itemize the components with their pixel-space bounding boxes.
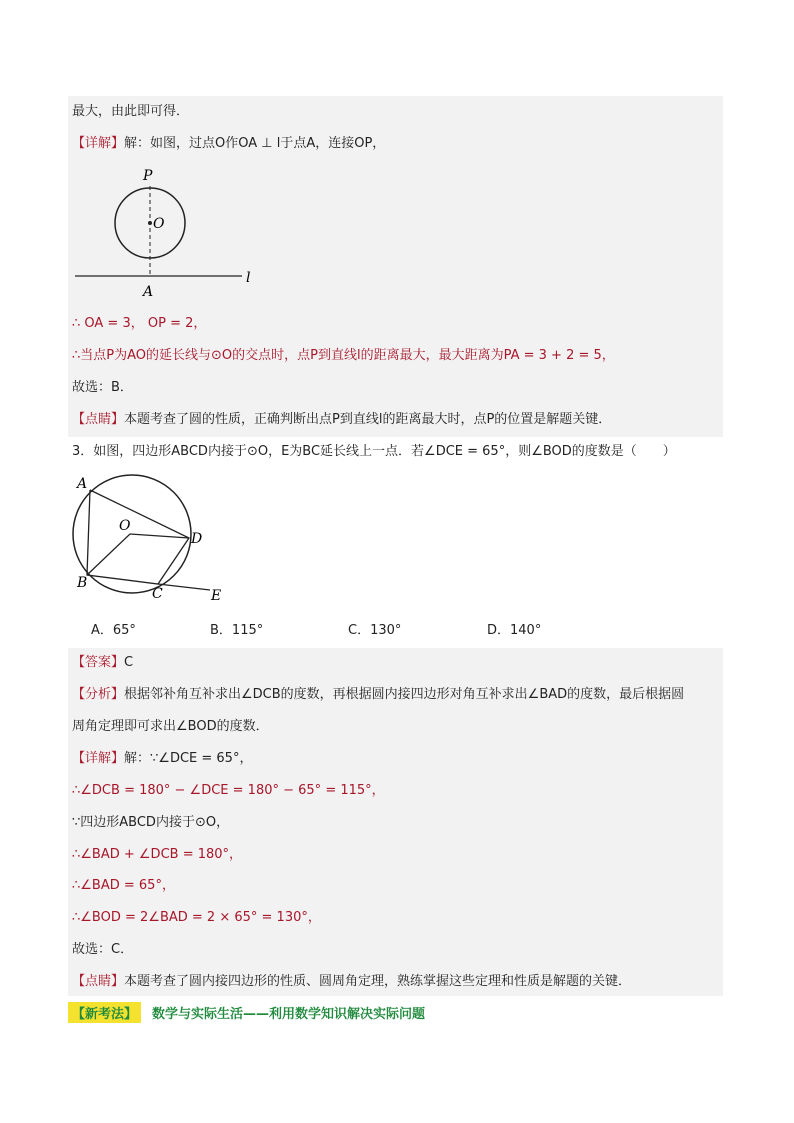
- detail2-line-3: ∵四边形ABCD内接于⊙O，: [72, 815, 230, 830]
- label-l: l: [246, 270, 251, 286]
- comment-tag: 【点睛】: [72, 412, 125, 427]
- label-p: P: [143, 168, 153, 184]
- segment-ob: [87, 534, 130, 575]
- detail-text: 解：如图，过点O作OA ⊥ l于点A，连接OP，: [124, 136, 386, 151]
- detail-line: [72, 134, 385, 154]
- detail2-line-4: ∴∠BAD + ∠DCB = 180°，: [72, 847, 243, 862]
- label-b2: B: [77, 575, 88, 591]
- step-2: ∴当点P为AO的延长线与⊙O的交点时，点P到直线l的距离最大，最大距离为PA = 3 + 2 = 5，: [72, 348, 615, 363]
- choose-line: 故选：B．: [72, 380, 133, 395]
- detail2-line-2: ∴∠DCB = 180° − ∠DCE = 180° − 65° = 115°，: [72, 783, 385, 798]
- detail2-text-1: 解：∵∠DCE = 65°，: [124, 751, 253, 766]
- line-conclusion: 最大，由此即可得．: [72, 104, 190, 119]
- segment-od: [130, 534, 189, 538]
- circle-line-figure: [72, 164, 272, 304]
- analysis-text-1: 根据邻补角互补求出∠DCB的度数，再根据圆内接四边形对角互补求出∠BAD的度数，最后根据圆: [124, 687, 685, 702]
- inscribed-quadrilateral-figure: [70, 472, 240, 607]
- label-e2: E: [211, 588, 222, 604]
- comment2-line: [72, 972, 631, 992]
- comment2-tag: 【点睛】: [72, 974, 125, 989]
- comment-text: 本题考查了圆的性质，正确判断出点P到直线l的距离最大时，点P的位置是解题关键．: [124, 412, 612, 427]
- detail2-line-1: [72, 749, 252, 769]
- center-point: [148, 221, 152, 225]
- label-o: O: [153, 216, 165, 232]
- comment-line: [72, 410, 611, 430]
- detail2-line-6: ∴∠BOD = 2∠BAD = 2 × 65° = 130°，: [72, 910, 321, 925]
- detail-tag: 【详解】: [72, 136, 125, 151]
- new-method-title: 数学与实际生活——利用数学知识解决实际问题: [152, 1007, 426, 1022]
- label-d2: D: [191, 531, 203, 547]
- option-a[interactable]: A．65°: [91, 623, 136, 638]
- comment2-text: 本题考查了圆内接四边形的性质、圆周角定理，熟练掌握这些定理和性质是解题的关键．: [124, 974, 632, 989]
- analysis-tag: 【分析】: [72, 687, 125, 702]
- label-a2: A: [77, 476, 88, 492]
- label-o2: O: [119, 518, 131, 534]
- extension-ce: [158, 584, 210, 590]
- detail2-line-5: ∴∠BAD = 65°，: [72, 878, 175, 893]
- analysis-line-2: 周角定理即可求出∠BOD的度数．: [72, 719, 269, 734]
- step-1: ∴ OA = 3， OP = 2，: [72, 316, 207, 331]
- choose2-line: 故选：C．: [72, 942, 134, 957]
- analysis-line-1: [72, 685, 684, 705]
- label-a: A: [143, 284, 154, 300]
- answer-line: [72, 653, 133, 673]
- answer-value: C: [124, 655, 134, 670]
- answer-tag: 【答案】: [72, 655, 125, 670]
- label-c2: C: [152, 586, 163, 602]
- detail2-tag: 【详解】: [72, 751, 125, 766]
- option-b[interactable]: B．115°: [210, 623, 264, 638]
- option-c[interactable]: C．130°: [348, 623, 402, 638]
- new-method-tag: 【新考法】: [68, 1002, 141, 1023]
- option-d[interactable]: D．140°: [487, 623, 542, 638]
- question-3-stem: 3．如图，四边形ABCD内接于⊙O，E为BC延长线上一点．若∠DCE = 65°，则∠BOD的度数是（ ）: [72, 444, 676, 459]
